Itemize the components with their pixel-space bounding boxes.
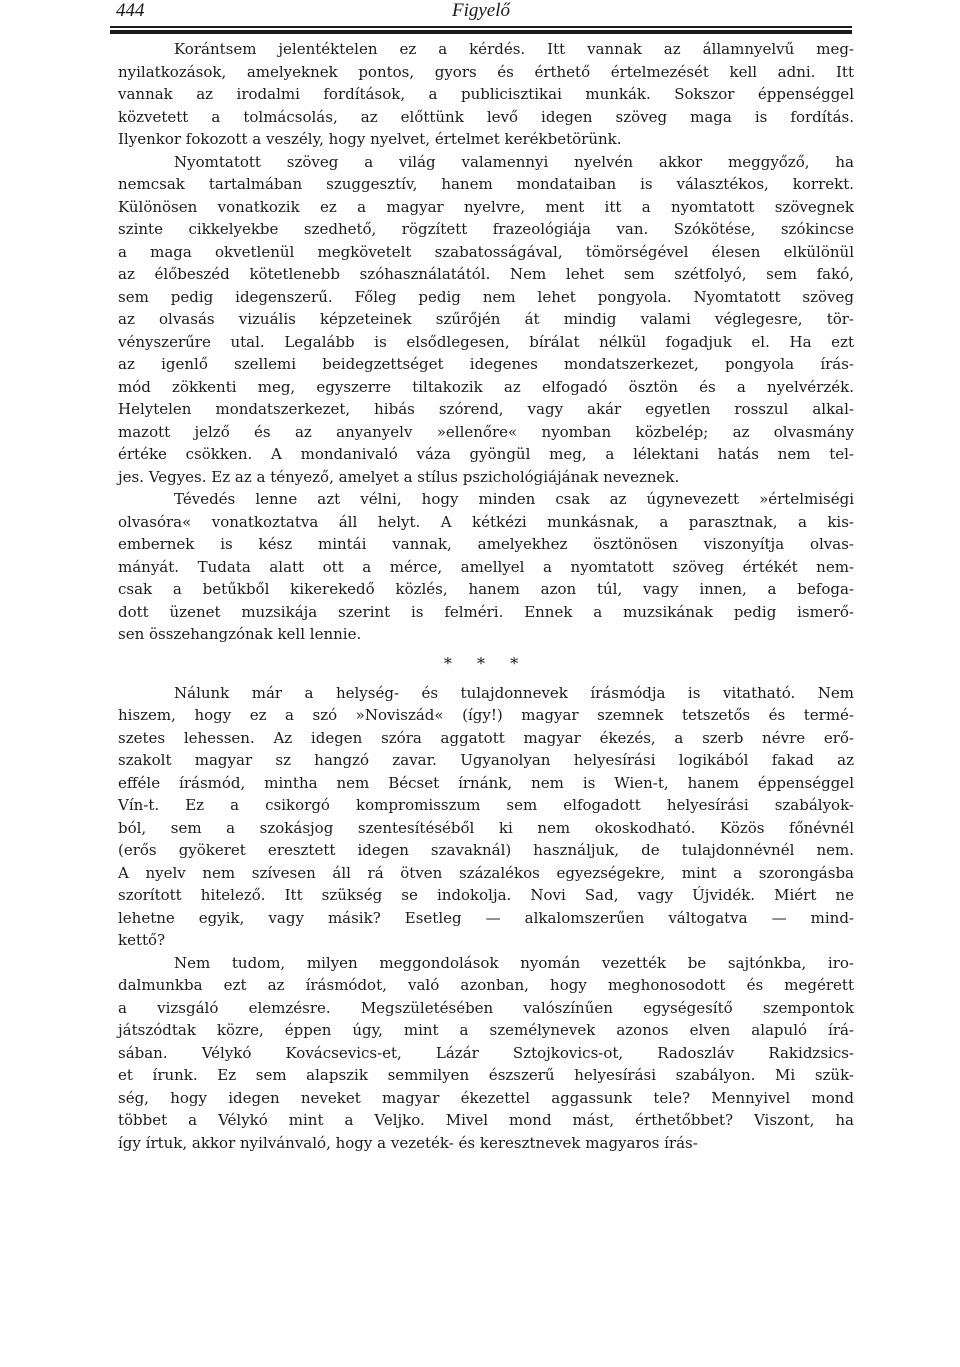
paragraph: [118, 488, 854, 646]
paragraph: [118, 151, 854, 489]
text-line: csak a betűkből kikerekedő közlés, hanem azon túl, vagy innen, a befoga-: [118, 580, 854, 598]
text-line: szinte cikkelyekbe szedhető, rögzített frazeológiája van. Szókötése, szókincse: [118, 220, 854, 238]
text-line: embernek is kész mintái vannak, amelyekhez ösztönösen viszonyítja olvas-: [118, 535, 854, 553]
header-rule: [110, 26, 852, 34]
text-line: Helytelen mondatszerkezet, hibás szórend, vagy akár egyetlen rosszul alkal-: [118, 400, 854, 418]
text-line: (erős gyökeret eresztett idegen szavaknál) használjuk, de tulajdonnévnél nem.: [118, 841, 854, 859]
text-line: ség, hogy idegen neveket magyar ékezettel aggassunk tele? Mennyivel mond: [118, 1088, 854, 1107]
text-line: dott üzenet muzsikája szerint is felméri. Ennek a muzsikának pedig ismerő-: [118, 602, 854, 621]
text-line: közvetett a tolmácsolás, az előttünk levő idegen szöveg maga is fordítás.: [118, 107, 854, 126]
text-line: Tévedés lenne azt vélni, hogy minden csak az úgynevezett »értelmiségi: [174, 490, 854, 508]
text-line: értéke csökken. A mondanivaló váza gyöngül meg, a lélektani hatás nem tel-: [118, 445, 854, 463]
text-line: nyilatkozások, amelyeknek pontos, gyors és érthető értelmezését kell adni. Itt: [118, 62, 854, 81]
paragraph: [118, 682, 854, 952]
text-line: hiszem, hogy ez a szó »Noviszád« (így!) magyar szemnek tetszetős és termé-: [118, 706, 854, 724]
text-line: Nyomtatott szöveg a világ valamennyi nyelvén akkor meggyőző, ha: [174, 152, 854, 171]
paragraph: [118, 952, 854, 1155]
text-line: et írunk. Ez sem alapszik semmilyen észszerű helyesírási szabályon. Mi szük-: [118, 1066, 854, 1084]
page-number: 444: [116, 0, 145, 21]
text-line: nemcsak tartalmában szuggesztív, hanem mondataiban is választékos, korrekt.: [118, 175, 854, 193]
article-body: [118, 38, 854, 1154]
text-line: sen összehangzónak kell lennie.: [118, 625, 362, 643]
text-line: többet a Vélykó mint a Veljko. Mivel mond mást, érthetőbbet? Viszont, ha: [118, 1111, 854, 1129]
running-title: Figyelő: [451, 0, 511, 21]
text-line: Korántsem jelentéktelen ez a kérdés. Itt vannak az államnyelvű meg-: [174, 40, 854, 58]
text-line: Nálunk már a helység- és tulajdonnevek írásmódja is vitatható. Nem: [174, 683, 854, 702]
text-line: szetes lehessen. Az idegen szóra aggatott magyar ékezés, a szerb névre erő-: [118, 728, 854, 747]
text-line: Vín-t. Ez a csikorgó kompromisszum sem elfogadott helyesírási szabályok-: [118, 796, 854, 814]
text-line: mányát. Tudata alatt ott a mérce, amellyel a nyomtatott szöveg értékét nem-: [118, 557, 854, 576]
text-line: Ilyenkor fokozott a veszély, hogy nyelvet, értelmet kerékbetörünk.: [118, 130, 622, 148]
text-line: így írtuk, akkor nyilvánvaló, hogy a vezeték- és keresztnevek magyaros írás-: [118, 1133, 698, 1152]
text-line: olvasóra« vonatkoztatva áll helyt. A kétkézi munkásnak, a parasztnak, a kis-: [118, 512, 854, 531]
text-line: a maga okvetlenül megkövetelt szabatosságával, tömörségével élesen elkülönül: [118, 242, 854, 261]
text-line: dalmunkba ezt az írásmódot, való azonban, hogy meghonosodott és megérett: [118, 976, 854, 994]
paragraph: [118, 38, 854, 151]
text-line: A nyelv nem szívesen áll rá ötven százalékos egyezségekre, mint a szorongásba: [118, 863, 854, 882]
text-line: az olvasás vizuális képzeteinek szűrőjén át mindig valami véglegesre, tör-: [118, 310, 854, 328]
text-line: az élőbeszéd kötetlenebb szóhasználatától. Nem lehet sem szétfolyó, sem fakó,: [118, 265, 854, 283]
text-line: vannak az irodalmi fordítások, a publicisztikai munkák. Sokszor éppenséggel: [118, 85, 854, 103]
text-line: ból, sem a szokásjog szentesítéséből ki nem okoskodható. Közös főnévnél: [118, 818, 854, 837]
text-line: a vizsgáló elemzésre. Megszületésében valószínűen egységesítő szempontok: [118, 998, 854, 1017]
text-line: mazott jelző és az anyanyelv »ellenőre« nyomban közbelép; az olvasmány: [118, 422, 854, 441]
text-line: vényszerűre utal. Legalább is elsődlegesen, bírálat nélkül fogadjuk el. Ha ezt: [118, 332, 854, 351]
text-line: játszódtak közre, éppen úgy, mint a személynevek azonos elven alapuló írá-: [118, 1021, 854, 1039]
page-header: [110, 0, 852, 24]
text-line: Különösen vonatkozik ez a magyar nyelvre, ment itt a nyomtatott szövegnek: [118, 197, 854, 216]
text-line: szorított hitelező. Itt szükség se indokolja. Novi Sad, vagy Újvidék. Miért ne: [118, 886, 854, 904]
text-line: jes. Vegyes. Ez az a tényező, amelyet a stílus pszichológiájának neveznek.: [118, 467, 680, 486]
text-line: mód zökkenti meg, egyszerre tiltakozik az elfogadó ösztön és a nyelvérzék.: [118, 377, 854, 396]
section-break: * * *: [443, 653, 529, 673]
text-line: szakolt magyar sz hangzó zavar. Ugyanolyan helyesírási logikából fakad az: [118, 751, 854, 769]
text-line: lehetne egyik, vagy másik? Esetleg — alkalomszerűen váltogatva — mind-: [118, 908, 854, 927]
text-line: sem pedig idegenszerű. Főleg pedig nem lehet pongyola. Nyomtatott szöveg: [118, 287, 854, 306]
text-line: Nem tudom, milyen meggondolások nyomán vezették be sajtónkba, iro-: [174, 953, 854, 972]
text-line: kettő?: [118, 931, 166, 949]
text-line: az igenlő szellemi beidegzettséget idegenes mondatszerkezet, pongyola írás-: [118, 355, 854, 373]
text-line: sában. Vélykó Kovácsevics-et, Lázár Sztojkovics-ot, Radoszláv Rakidzsics-: [118, 1043, 854, 1062]
text-line: efféle írásmód, mintha nem Bécset írnánk, nem is Wien-t, hanem éppenséggel: [118, 773, 854, 792]
